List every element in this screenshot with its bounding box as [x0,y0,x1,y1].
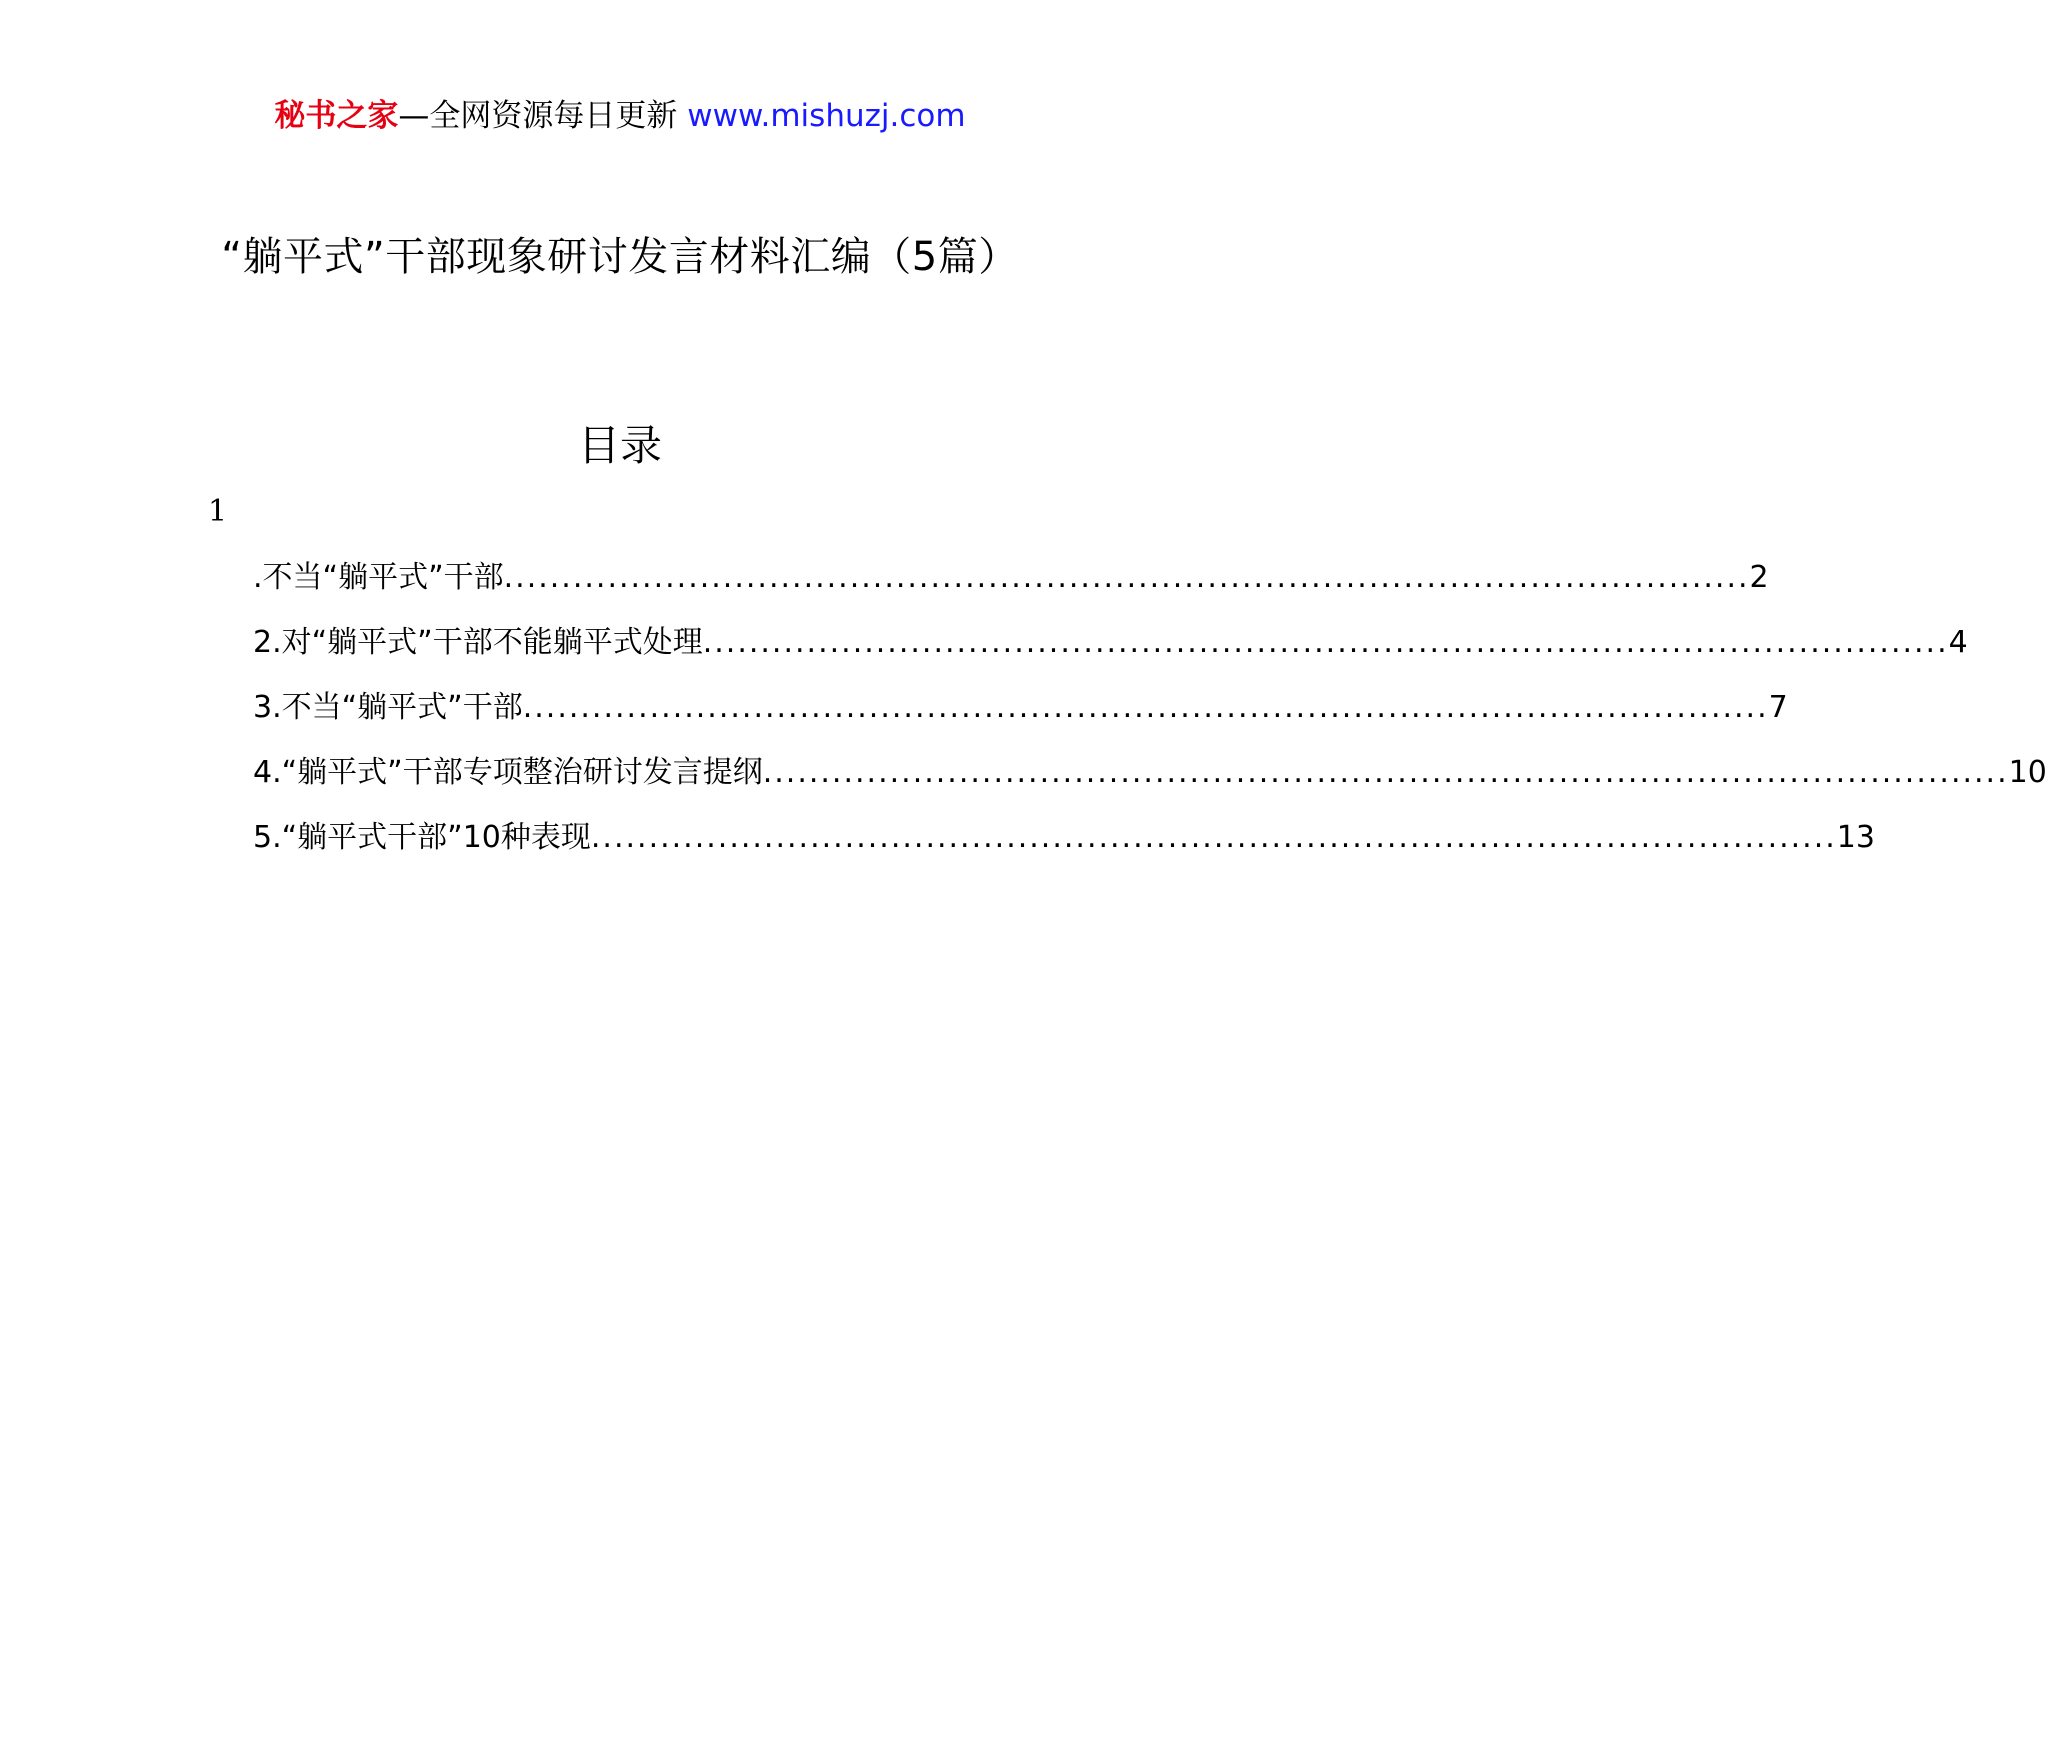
toc-leader-dots: ............................................................................................................ [702,625,1949,660]
toc-entry[interactable] [253,753,2047,818]
toc-entry-page: 7 [1768,690,1788,725]
toc-entry-page: 2 [1749,560,1769,595]
toc-entry-page: 4 [1948,625,1968,660]
toc-entry-text: 3.不当“躺平式”干部 [253,690,523,725]
toc-entry[interactable] [253,623,1968,688]
document-title: “躺平式”干部现象研讨发言材料汇编（5篇） [221,234,1019,280]
toc-entry-page: 10 [2008,755,2047,790]
brand-name: 秘书之家 [274,98,399,134]
toc-entry-text: .不当“躺平式”干部 [253,560,504,595]
toc-leader-dots: ............................................................................................................ [590,820,1837,855]
toc-leader-dots: ............................................................................................................ [762,755,2009,790]
toc-leader-dots: ............................................................................................................ [503,560,1750,595]
toc-entry[interactable] [253,558,1769,623]
toc-entry-text: 5.“躺平式干部”10种表现 [253,820,591,855]
toc-entry[interactable] [253,818,1875,883]
toc-entry-text: 4.“躺平式”干部专项整治研讨发言提纲 [253,755,763,790]
toc-heading: 目录 [577,421,662,470]
toc-leader-dots: ............................................................................................................ [522,690,1769,725]
toc-entry[interactable] [253,688,1788,753]
site-url-link[interactable]: www.mishuzj.com [687,98,966,134]
header-tagline: —全网资源每日更新 [398,98,678,134]
toc-entry-text: 2.对“躺平式”干部不能躺平式处理 [253,625,703,660]
toc-entry-page: 13 [1836,820,1875,855]
table-of-contents [253,558,2047,883]
site-header [0,96,1240,136]
page-number: 1 [208,494,228,529]
